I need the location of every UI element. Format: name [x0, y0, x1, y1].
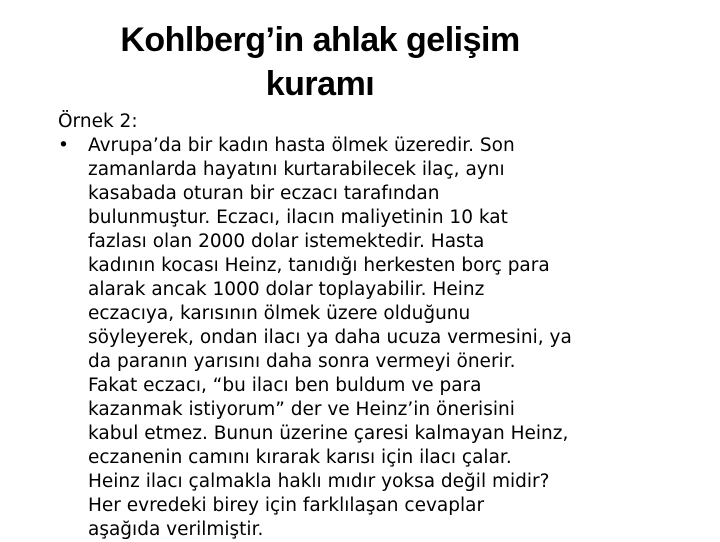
bullet-item	[58, 134, 718, 542]
paragraph-line: alarak ancak 1000 dolar toplayabilir. Heinz	[88, 279, 485, 300]
paragraph-line: kazanmak istiyorum” der ve Heinz’in önerisini	[88, 399, 515, 420]
paragraph-line: Avrupa’da bir kadın hasta ölmek üzeredir. Son	[88, 135, 515, 156]
paragraph-line: eczanenin camını kırarak karısı için ilacı çalar.	[88, 447, 512, 468]
paragraph-line: kabul etmez. Bunun üzerine çaresi kalmayan Heinz,	[88, 423, 569, 444]
paragraph-line: eczacıya, karısının ölmek üzere olduğunu	[88, 303, 471, 324]
title-line-2: kuramı	[265, 65, 375, 103]
paragraph-line: da paranın yarısını daha sonra vermeyi önerir.	[88, 351, 516, 372]
paragraph-line: söyleyerek, ondan ilacı ya daha ucuza vermesini, ya	[88, 327, 572, 348]
title-line-1: Kohlberg’in ahlak gelişim	[120, 21, 520, 59]
paragraph-line: zamanlarda hayatını kurtarabilecek ilaç, aynı	[88, 159, 505, 180]
slide-body	[58, 110, 718, 542]
paragraph-line: Her evredeki birey için farklılaşan cevaplar	[88, 495, 485, 516]
paragraph-line: kadının kocası Heinz, tanıdığı herkesten borç para	[88, 255, 550, 276]
paragraph-line: aşağıda verilmiştir.	[88, 519, 264, 540]
paragraph-line: bulunmuştur. Eczacı, ilacın maliyetinin 10 kat	[88, 207, 508, 228]
example-label: Örnek 2:	[58, 111, 138, 132]
paragraph-line: fazlası olan 2000 dolar istemektedir. Hasta	[88, 231, 485, 252]
paragraph-line: kasabada oturan bir eczacı tarafından	[88, 183, 440, 204]
slide-title	[100, 18, 540, 106]
bullet-icon: •	[58, 135, 69, 156]
paragraph-line: Fakat eczacı, “bu ilacı ben buldum ve para	[88, 375, 482, 396]
paragraph-line: Heinz ilacı çalmakla haklı mıdır yoksa değil midir?	[88, 471, 550, 492]
